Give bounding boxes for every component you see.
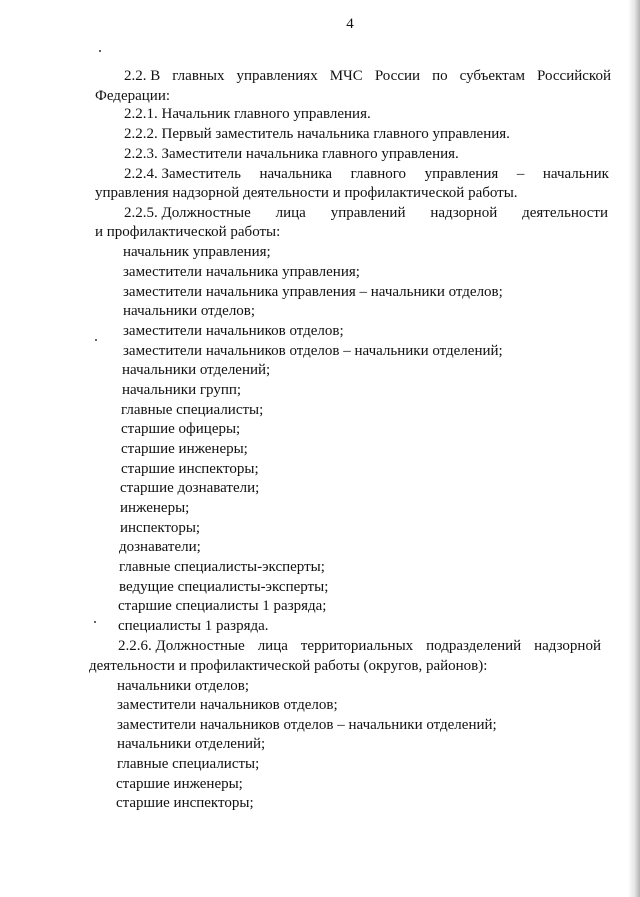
list-item: заместители начальников отделов;: [117, 697, 338, 713]
item-2-2-4-line2: управления надзорной деятельности и профилактической работы.: [95, 185, 518, 201]
word: деятельности: [522, 205, 608, 221]
scan-speck: [99, 50, 101, 52]
list-item: инспекторы;: [120, 520, 201, 536]
word: Российской: [537, 68, 611, 84]
word: управлений: [330, 205, 406, 221]
word: 2.2.4. Заместитель: [124, 166, 241, 182]
list-item: заместители начальника управления;: [123, 264, 360, 280]
list-item: начальники отделов;: [117, 678, 250, 694]
list-item: начальники отделений;: [117, 736, 266, 752]
list-item: заместители начальников отделов – начальники отделений;: [123, 343, 503, 359]
word: по: [432, 68, 448, 84]
word: управления: [424, 166, 499, 182]
list-item: начальники отделов;: [123, 303, 256, 319]
list-item: старшие специалисты 1 разряда;: [118, 598, 327, 614]
item-2-2-6-line1: [118, 636, 601, 656]
word: территориальных: [300, 638, 414, 654]
list-item: старшие инспекторы;: [121, 461, 259, 477]
list-item: инженеры;: [120, 500, 190, 516]
section-2-2-line1: [124, 66, 611, 86]
list-item: заместители начальников отделов;: [123, 323, 344, 339]
word: лица: [275, 205, 306, 221]
word: подразделений: [426, 638, 522, 654]
list-item: старшие дознаватели;: [120, 480, 260, 496]
scan-speck: [95, 339, 97, 341]
list-item: главные специалисты-эксперты;: [119, 559, 325, 575]
list-item: заместители начальников отделов – начальники отделений;: [117, 717, 497, 733]
word: надзорной: [534, 638, 601, 654]
word: субъектам: [459, 68, 526, 84]
item-2-2-5-line1: [124, 203, 608, 223]
item-2-2-3: 2.2.3. Заместители начальника главного управления.: [124, 146, 459, 162]
word: России: [374, 68, 421, 84]
list-item: заместители начальника управления – начальники отделов;: [123, 284, 503, 300]
word: 2.2.5. Должностные: [124, 205, 251, 221]
list-item: начальники отделений;: [122, 362, 271, 378]
section-2-2-line2: Федерации:: [95, 88, 171, 104]
list-item: главные специалисты;: [121, 402, 264, 418]
list-item: старшие офицеры;: [121, 421, 241, 437]
word: –: [516, 166, 525, 182]
item-2-2-4-line1: [124, 164, 609, 184]
list-item: главные специалисты;: [117, 756, 260, 772]
word: 2.2. В: [124, 68, 161, 84]
word: лица: [257, 638, 288, 654]
word: начальника: [259, 166, 333, 182]
list-item: старшие инженеры;: [116, 776, 243, 792]
list-item: дознаватели;: [119, 539, 201, 555]
word: главного: [350, 166, 407, 182]
list-item: старшие инспекторы;: [116, 795, 254, 811]
word: главных: [172, 68, 225, 84]
word: надзорной: [430, 205, 498, 221]
word: МЧС: [329, 68, 363, 84]
word: начальник: [542, 166, 609, 182]
scan-speck: [94, 621, 96, 623]
list-item: ведущие специалисты-эксперты;: [119, 579, 329, 595]
item-2-2-1: 2.2.1. Начальник главного управления.: [124, 106, 371, 122]
list-item: начальники групп;: [122, 382, 242, 398]
list-item: старшие инженеры;: [121, 441, 248, 457]
word: управлениях: [236, 68, 318, 84]
word: 2.2.6. Должностные: [118, 638, 245, 654]
page-number: 4: [346, 16, 354, 32]
item-2-2-5-line2: и профилактической работы:: [95, 224, 281, 240]
scan-edge-shadow: [628, 0, 640, 897]
item-2-2-2: 2.2.2. Первый заместитель начальника главного управления.: [124, 126, 510, 142]
list-item: начальник управления;: [123, 244, 271, 260]
item-2-2-6-line2: деятельности и профилактической работы (округов, районов):: [89, 658, 488, 674]
list-item: специалисты 1 разряда.: [118, 618, 269, 634]
